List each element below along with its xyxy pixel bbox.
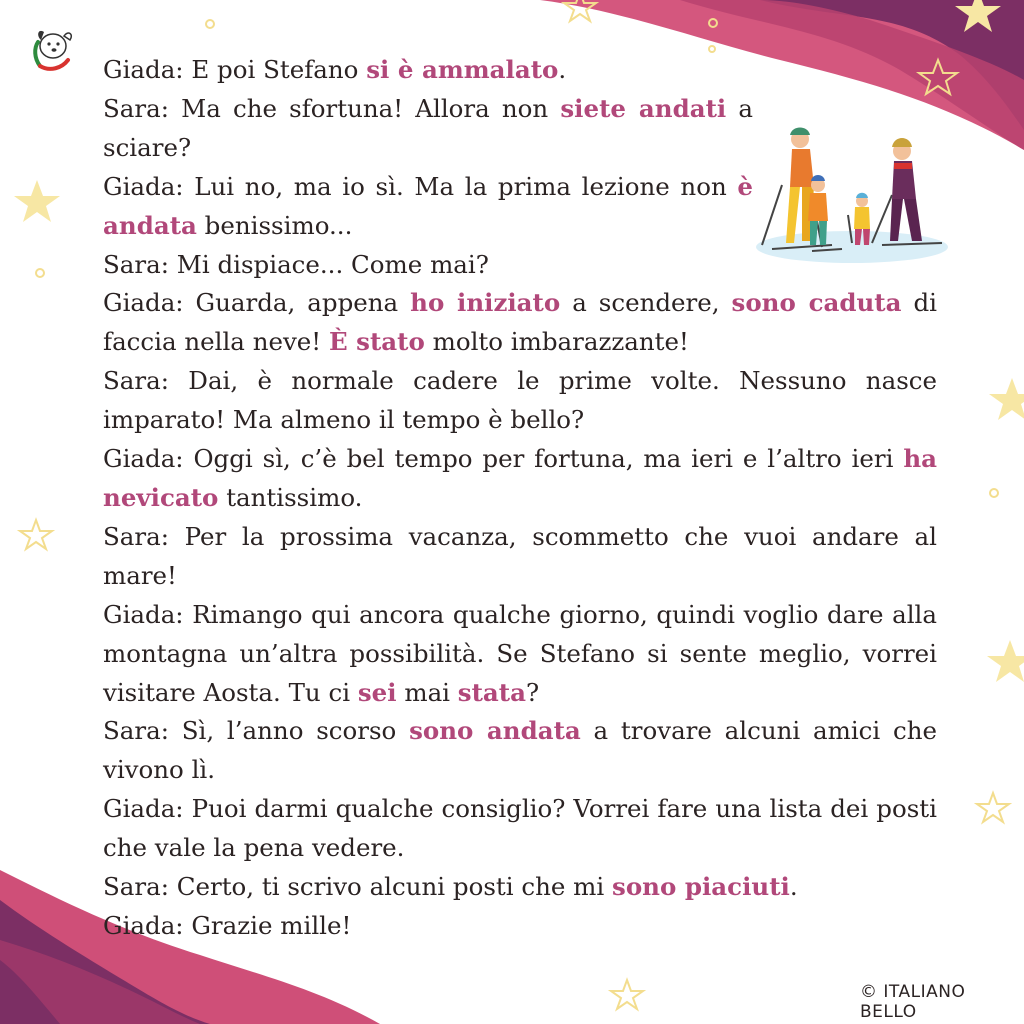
dialogue-line — [103, 362, 937, 440]
dialogue-text-segment: a sciare? — [103, 93, 753, 162]
star-icon — [987, 640, 1024, 682]
dialogue-text-segment: Giada: Puoi darmi qualche consiglio? Vorrei fare una lista dei posti che vale la pena vedere. — [103, 794, 937, 863]
star-icon — [14, 180, 60, 222]
highlighted-verb: ho iniziato — [410, 288, 561, 318]
star-outline-icon — [20, 520, 52, 549]
dialogue-text-segment: Sara: Ma che sfortuna! Allora non — [103, 93, 561, 123]
dialogue-text-segment: Sara: Certo, ti scrivo alcuni posti che mi — [103, 872, 613, 902]
dialogue-text — [103, 51, 937, 946]
dialogue-line — [103, 51, 937, 90]
dot-decoration — [990, 489, 998, 497]
highlighted-verb: stata — [457, 677, 526, 707]
dialogue-text-segment: Giada: Rimango qui ancora qualche giorno, quindi voglio dare alla montagna un’altra possibilità. Se Stefano si sente meglio, vorrei visitare Aosta. Tu ci — [103, 599, 937, 707]
dialogue-text-segment: Giada: E poi Stefano — [103, 55, 367, 84]
dialogue-text-segment: . — [558, 55, 567, 84]
dialogue-text-segment: . — [789, 872, 798, 902]
dialogue-line — [103, 246, 937, 285]
dialogue-text-segment: Giada: Oggi sì, c’è bel tempo per fortuna, ma ieri e l’altro ieri — [103, 444, 904, 474]
dialogue-line — [103, 168, 753, 246]
dialogue-line — [103, 868, 937, 907]
dialogue-text-segment: benissimo... — [196, 210, 353, 240]
highlighted-verb: è andata — [103, 171, 753, 240]
highlighted-verb: ha nevicato — [103, 444, 937, 512]
dialogue-text-segment: Giada: Guarda, appena — [103, 288, 411, 318]
highlighted-verb: sono caduta — [731, 288, 902, 318]
dialogue-text-segment: mai — [396, 677, 458, 707]
dialogue-line — [103, 790, 937, 868]
dialogue-text-segment: Giada: Lui no, ma io sì. Ma la prima lezione non — [103, 171, 738, 201]
dialogue-line — [103, 518, 937, 596]
highlighted-verb: sono andata — [409, 716, 581, 746]
dialogue-line — [103, 440, 937, 518]
dialogue-line — [103, 712, 937, 790]
highlighted-verb: sono piaciuti — [612, 872, 790, 902]
dialogue-text-segment: a trovare alcuni amici che vivono lì. — [103, 716, 937, 785]
highlighted-verb: È stato — [328, 327, 425, 357]
highlighted-verb: si è ammalato — [366, 55, 559, 84]
star-icon — [989, 378, 1024, 420]
dialogue-text-segment: ? — [525, 677, 540, 707]
dialogue-text-segment: Sara: Mi dispiace... Come mai? — [103, 249, 489, 279]
dialogue-text-segment: molto imbarazzante! — [424, 327, 689, 357]
copyright-credit: © ITALIANO BELLO — [860, 982, 966, 1022]
dialogue-text-segment: di faccia nella neve! — [103, 288, 938, 357]
dialogue-text-segment: Sara: Per la prossima vacanza, scommetto che vuoi andare al mare! — [103, 521, 937, 590]
dot-decoration — [36, 269, 44, 277]
dialogue-line — [103, 284, 937, 362]
dialogue-line — [103, 90, 753, 168]
dialogue-text-segment: tantissimo. — [218, 482, 363, 512]
dog-with-italian-flag-logo — [28, 22, 78, 72]
dialogue-text-segment: Sara: Dai, è normale cadere le prime volte. Nessuno nasce imparato! Ma almeno il tempo è bello? — [103, 366, 937, 435]
star-outline-icon — [977, 793, 1009, 822]
dialogue-line — [103, 907, 937, 946]
dialogue-line — [103, 596, 937, 713]
dot-decoration — [206, 20, 214, 28]
star-outline-icon — [611, 980, 643, 1009]
highlighted-verb: sei — [357, 677, 397, 707]
highlighted-verb: siete andati — [560, 93, 727, 123]
dialogue-text-segment: a scendere, — [560, 288, 732, 318]
dialogue-text-segment: Sara: Sì, l’anno scorso — [103, 716, 410, 746]
dialogue-text-segment: Giada: Grazie mille! — [103, 910, 352, 940]
